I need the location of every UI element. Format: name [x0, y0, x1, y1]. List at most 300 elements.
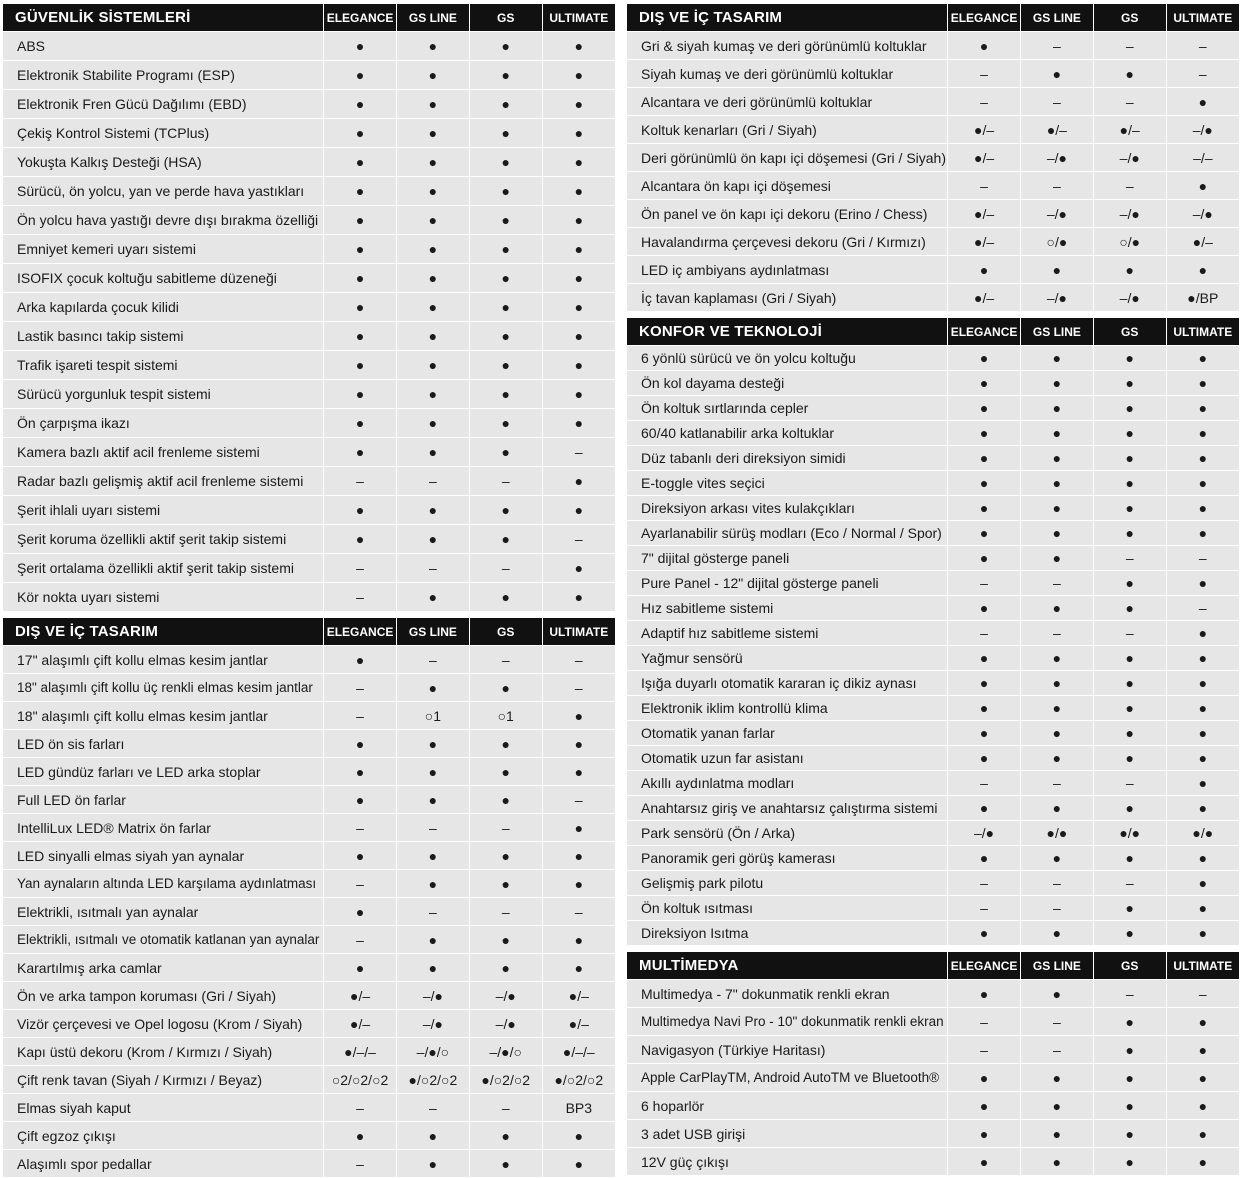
table-row — [627, 1008, 1239, 1036]
table-row — [3, 982, 615, 1010]
feature-name: Ön koltuk ısıtması — [627, 896, 948, 921]
availability-gs: ● — [469, 409, 542, 438]
availability-gs-line: ● — [1020, 256, 1093, 284]
availability-gs: ● — [1093, 1008, 1166, 1036]
availability-gs-line: –/● — [1020, 284, 1093, 312]
availability-ultimate: ● — [1166, 871, 1239, 896]
feature-name: Otomatik uzun far asistanı — [627, 746, 948, 771]
availability-elegance: ● — [948, 596, 1021, 621]
availability-elegance: ● — [948, 846, 1021, 871]
availability-gs: – — [1093, 771, 1166, 796]
availability-gs-line: – — [1020, 88, 1093, 116]
section-title: GÜVENLİK SİSTEMLERİ — [3, 4, 324, 32]
availability-ultimate: ● — [542, 32, 615, 61]
feature-name: Direksiyon arkası vites kulakçıkları — [627, 496, 948, 521]
availability-gs: ● — [1093, 421, 1166, 446]
availability-elegance: ● — [948, 1064, 1021, 1092]
availability-elegance: – — [948, 771, 1021, 796]
availability-elegance: ● — [948, 1092, 1021, 1120]
availability-ultimate: ● — [542, 814, 615, 842]
feature-name: Sürücü yorgunluk tespit sistemi — [3, 380, 324, 409]
feature-name: 6 yönlü sürücü ve ön yolcu koltuğu — [627, 346, 948, 371]
table-row — [3, 786, 615, 814]
availability-gs-line: – — [396, 814, 469, 842]
feature-name: ABS — [3, 32, 324, 61]
table-row — [627, 1120, 1239, 1148]
availability-elegance: ●/– — [948, 228, 1021, 256]
variant-header-ultimate: ULTIMATE — [1166, 318, 1239, 346]
feature-name: 6 hoparlör — [627, 1092, 948, 1120]
variant-header-ultimate: ULTIMATE — [1166, 952, 1239, 980]
availability-gs-line: ● — [1020, 721, 1093, 746]
availability-gs: – — [469, 646, 542, 674]
availability-gs-line: ● — [1020, 521, 1093, 546]
availability-gs-line: ● — [1020, 1148, 1093, 1176]
availability-elegance: – — [948, 60, 1021, 88]
feature-name: Multimedya - 7" dokunmatik renkli ekran — [627, 980, 948, 1008]
feature-name: Yağmur sensörü — [627, 646, 948, 671]
availability-gs-line: ● — [1020, 421, 1093, 446]
availability-gs: ● — [1093, 256, 1166, 284]
section-header-row — [3, 618, 615, 646]
table-row — [627, 896, 1239, 921]
availability-gs: ● — [469, 758, 542, 786]
availability-gs: ● — [469, 870, 542, 898]
availability-ultimate: – — [1166, 596, 1239, 621]
availability-gs: ○1 — [469, 702, 542, 730]
availability-gs-line: ● — [396, 1150, 469, 1178]
availability-ultimate: ● — [542, 119, 615, 148]
table-row — [627, 1148, 1239, 1176]
availability-elegance: ● — [948, 446, 1021, 471]
variant-header-gs-line: GS LINE — [1020, 952, 1093, 980]
availability-gs-line: ●/● — [1020, 821, 1093, 846]
table-row — [3, 177, 615, 206]
feature-name: Pure Panel - 12" dijital gösterge paneli — [627, 571, 948, 596]
availability-gs: ● — [469, 730, 542, 758]
availability-ultimate: ● — [542, 293, 615, 322]
availability-elegance: ● — [324, 119, 397, 148]
availability-ultimate: ● — [542, 148, 615, 177]
feature-name: Panoramik geri görüş kamerası — [627, 846, 948, 871]
feature-name: 60/40 katlanabilir arka koltuklar — [627, 421, 948, 446]
availability-ultimate: ● — [542, 206, 615, 235]
section-title: KONFOR VE TEKNOLOJİ — [627, 318, 948, 346]
availability-gs-line: – — [1020, 871, 1093, 896]
availability-gs: ● — [1093, 1120, 1166, 1148]
availability-gs-line: ● — [396, 409, 469, 438]
spec-table-guvenli-k-si-stemleri — [3, 4, 615, 612]
availability-ultimate: ● — [542, 264, 615, 293]
availability-elegance: ● — [948, 546, 1021, 571]
availability-gs-line: ● — [396, 322, 469, 351]
availability-gs-line: ● — [1020, 921, 1093, 946]
availability-gs: ● — [1093, 1148, 1166, 1176]
availability-gs: ● — [1093, 846, 1166, 871]
availability-gs-line: ● — [1020, 446, 1093, 471]
availability-elegance: ● — [324, 90, 397, 119]
availability-gs: – — [1093, 621, 1166, 646]
feature-name: Elektronik Fren Gücü Dağılımı (EBD) — [3, 90, 324, 119]
availability-gs: ● — [469, 351, 542, 380]
availability-elegance: ● — [948, 471, 1021, 496]
availability-ultimate: ● — [542, 61, 615, 90]
availability-gs-line: ● — [396, 293, 469, 322]
availability-gs: ● — [1093, 796, 1166, 821]
availability-elegance: ○2/○2/○2 — [324, 1066, 397, 1094]
feature-name: LED gündüz farları ve LED arka stoplar — [3, 758, 324, 786]
table-row — [3, 674, 615, 702]
availability-gs: –/● — [1093, 144, 1166, 172]
availability-gs: ● — [469, 496, 542, 525]
availability-ultimate: ● — [1166, 796, 1239, 821]
availability-gs-line: –/● — [396, 1010, 469, 1038]
feature-name: Koltuk kenarları (Gri / Siyah) — [627, 116, 948, 144]
variant-header-elegance: ELEGANCE — [324, 618, 397, 646]
variant-header-gs-line: GS LINE — [396, 618, 469, 646]
table-row — [627, 421, 1239, 446]
availability-gs-line: – — [396, 467, 469, 496]
availability-ultimate: ● — [1166, 471, 1239, 496]
variant-header-gs-line: GS LINE — [1020, 4, 1093, 32]
availability-gs: – — [1093, 32, 1166, 60]
section-header-row — [627, 318, 1239, 346]
availability-elegance: – — [324, 814, 397, 842]
availability-gs-line: – — [1020, 32, 1093, 60]
availability-gs: ● — [469, 148, 542, 177]
availability-gs-line: – — [396, 898, 469, 926]
availability-elegance: – — [324, 1150, 397, 1178]
variant-header-ultimate: ULTIMATE — [542, 4, 615, 32]
availability-elegance: ●/– — [948, 144, 1021, 172]
table-row — [627, 980, 1239, 1008]
availability-ultimate: ● — [1166, 921, 1239, 946]
table-row — [3, 814, 615, 842]
availability-gs-line: ● — [396, 206, 469, 235]
table-row — [3, 206, 615, 235]
feature-name: 17" alaşımlı çift kollu elmas kesim jantlar — [3, 646, 324, 674]
feature-name: Alaşımlı spor pedallar — [3, 1150, 324, 1178]
availability-ultimate: ● — [1166, 1092, 1239, 1120]
availability-ultimate: ● — [542, 467, 615, 496]
availability-ultimate: ● — [1166, 1036, 1239, 1064]
availability-ultimate: BP3 — [542, 1094, 615, 1122]
availability-gs-line: ● — [1020, 1064, 1093, 1092]
availability-gs: ● — [469, 119, 542, 148]
feature-name: Ön ve arka tampon koruması (Gri / Siyah) — [3, 982, 324, 1010]
availability-gs-line: ● — [396, 32, 469, 61]
table-row — [627, 546, 1239, 571]
table-row — [3, 293, 615, 322]
availability-elegance: ● — [948, 1120, 1021, 1148]
availability-elegance: ● — [948, 496, 1021, 521]
table-row — [627, 1064, 1239, 1092]
availability-elegance: ● — [948, 396, 1021, 421]
table-row — [627, 256, 1239, 284]
availability-elegance: ● — [948, 521, 1021, 546]
availability-ultimate: ● — [1166, 1148, 1239, 1176]
availability-ultimate: ● — [542, 351, 615, 380]
availability-ultimate: ● — [1166, 88, 1239, 116]
table-row — [3, 119, 615, 148]
availability-gs: ● — [469, 786, 542, 814]
spec-table-dis-ve-i-c-tasarim — [3, 618, 615, 1178]
table-row — [3, 90, 615, 119]
availability-elegance: ● — [324, 235, 397, 264]
availability-gs-line: –/● — [1020, 200, 1093, 228]
availability-gs-line: ● — [396, 870, 469, 898]
availability-gs-line: ● — [1020, 696, 1093, 721]
availability-elegance: ● — [324, 842, 397, 870]
availability-gs: – — [1093, 88, 1166, 116]
availability-gs-line: ● — [1020, 346, 1093, 371]
availability-gs: –/● — [1093, 284, 1166, 312]
availability-gs-line: – — [1020, 1008, 1093, 1036]
table-row — [3, 409, 615, 438]
availability-ultimate: ● — [542, 842, 615, 870]
availability-elegance: ● — [948, 746, 1021, 771]
availability-elegance: ● — [948, 646, 1021, 671]
availability-gs: ● — [1093, 60, 1166, 88]
availability-ultimate: ● — [542, 583, 615, 612]
section-title: DIŞ VE İÇ TASARIM — [627, 4, 948, 32]
feature-name: Ön koltuk sırtlarında cepler — [627, 396, 948, 421]
availability-elegance: ● — [948, 346, 1021, 371]
availability-gs: ● — [1093, 346, 1166, 371]
right-column — [627, 4, 1239, 1176]
availability-gs: ● — [1093, 746, 1166, 771]
table-row — [627, 846, 1239, 871]
availability-gs-line: ● — [396, 786, 469, 814]
availability-ultimate: ● — [1166, 571, 1239, 596]
availability-gs: ● — [1093, 721, 1166, 746]
availability-gs-line: ● — [396, 380, 469, 409]
availability-ultimate: ● — [542, 90, 615, 119]
feature-name: Düz tabanlı deri direksiyon simidi — [627, 446, 948, 471]
availability-gs-line: –/● — [396, 982, 469, 1010]
availability-gs: ● — [1093, 396, 1166, 421]
table-row — [627, 521, 1239, 546]
availability-gs: ● — [469, 177, 542, 206]
table-row — [3, 148, 615, 177]
availability-gs: ● — [469, 674, 542, 702]
availability-gs: –/● — [469, 1010, 542, 1038]
availability-gs-line: ● — [396, 730, 469, 758]
availability-ultimate: – — [1166, 980, 1239, 1008]
table-row — [3, 525, 615, 554]
availability-gs: ● — [1093, 1092, 1166, 1120]
table-row — [627, 571, 1239, 596]
spec-table-multi-medya — [627, 952, 1239, 1176]
availability-elegance: ●/–/– — [324, 1038, 397, 1066]
feature-name: Yokuşta Kalkış Desteği (HSA) — [3, 148, 324, 177]
variant-header-ultimate: ULTIMATE — [1166, 4, 1239, 32]
availability-ultimate: ● — [1166, 746, 1239, 771]
availability-elegance: ● — [324, 293, 397, 322]
availability-gs-line: ● — [1020, 1120, 1093, 1148]
availability-gs-line: – — [1020, 172, 1093, 200]
availability-gs-line: ● — [396, 496, 469, 525]
availability-elegance: – — [324, 702, 397, 730]
feature-name: Elektrikli, ısıtmalı yan aynalar — [3, 898, 324, 926]
availability-ultimate: ● — [1166, 721, 1239, 746]
feature-name: Havalandırma çerçevesi dekoru (Gri / Kırmızı) — [627, 228, 948, 256]
availability-ultimate: ● — [542, 954, 615, 982]
availability-elegance: ●/– — [948, 116, 1021, 144]
availability-elegance: – — [948, 88, 1021, 116]
availability-gs-line: ● — [396, 235, 469, 264]
availability-elegance: – — [948, 1008, 1021, 1036]
spec-table-konfor-ve-teknoloji — [627, 318, 1239, 946]
variant-header-gs-line: GS LINE — [1020, 318, 1093, 346]
availability-gs: ● — [469, 583, 542, 612]
availability-gs: ●/● — [1093, 821, 1166, 846]
availability-ultimate: ● — [1166, 846, 1239, 871]
availability-ultimate: – — [542, 898, 615, 926]
availability-gs-line: ● — [396, 758, 469, 786]
availability-elegance: ● — [324, 61, 397, 90]
availability-elegance: ●/– — [948, 284, 1021, 312]
feature-name: Elektronik iklim kontrollü klima — [627, 696, 948, 721]
availability-elegance: – — [324, 926, 397, 954]
availability-elegance: ● — [324, 786, 397, 814]
availability-gs: ● — [469, 525, 542, 554]
availability-gs-line: ● — [1020, 796, 1093, 821]
availability-gs: ● — [1093, 896, 1166, 921]
availability-elegance: ● — [324, 646, 397, 674]
table-row — [627, 696, 1239, 721]
availability-gs: ● — [1093, 371, 1166, 396]
feature-name: Sürücü, ön yolcu, yan ve perde hava yastıkları — [3, 177, 324, 206]
availability-ultimate: ● — [542, 1122, 615, 1150]
section-header-row — [3, 4, 615, 32]
availability-gs-line: – — [1020, 621, 1093, 646]
feature-name: Anahtarsız giriş ve anahtarsız çalıştırma sistemi — [627, 796, 948, 821]
variant-header-elegance: ELEGANCE — [948, 952, 1021, 980]
availability-gs-line: ● — [396, 148, 469, 177]
availability-gs: ○/● — [1093, 228, 1166, 256]
feature-name: Işığa duyarlı otomatik kararan iç dikiz aynası — [627, 671, 948, 696]
feature-name: Çift egzoz çıkışı — [3, 1122, 324, 1150]
feature-name: Hız sabitleme sistemi — [627, 596, 948, 621]
table-row — [627, 471, 1239, 496]
feature-name: Çift renk tavan (Siyah / Kırmızı / Beyaz) — [3, 1066, 324, 1094]
variant-header-gs: GS — [469, 618, 542, 646]
table-row — [627, 1036, 1239, 1064]
availability-gs: ● — [1093, 921, 1166, 946]
availability-gs-line: ● — [396, 90, 469, 119]
availability-elegance: ● — [324, 148, 397, 177]
availability-gs: – — [1093, 871, 1166, 896]
availability-elegance: ● — [324, 496, 397, 525]
table-row — [627, 771, 1239, 796]
availability-elegance: ● — [948, 256, 1021, 284]
availability-elegance: ● — [324, 264, 397, 293]
table-row — [3, 32, 615, 61]
availability-gs-line: ● — [396, 926, 469, 954]
variant-header-elegance: ELEGANCE — [948, 318, 1021, 346]
availability-elegance: ● — [948, 796, 1021, 821]
availability-gs-line: ● — [1020, 596, 1093, 621]
availability-gs-line: – — [396, 1094, 469, 1122]
table-row — [627, 871, 1239, 896]
availability-ultimate: ● — [542, 235, 615, 264]
availability-gs-line: ● — [1020, 396, 1093, 421]
availability-ultimate: ● — [542, 177, 615, 206]
table-row — [627, 396, 1239, 421]
availability-gs: ● — [1093, 571, 1166, 596]
availability-gs-line: ○/● — [1020, 228, 1093, 256]
availability-elegance: ● — [948, 671, 1021, 696]
table-row — [627, 921, 1239, 946]
table-row — [627, 821, 1239, 846]
feature-name: IntelliLux LED® Matrix ön farlar — [3, 814, 324, 842]
availability-ultimate: ● — [1166, 771, 1239, 796]
availability-gs: ● — [469, 380, 542, 409]
availability-gs: ● — [1093, 596, 1166, 621]
availability-elegance: – — [948, 871, 1021, 896]
table-row — [627, 446, 1239, 471]
availability-ultimate: – — [542, 786, 615, 814]
feature-name: Ayarlanabilir sürüş modları (Eco / Normal / Spor) — [627, 521, 948, 546]
availability-gs: ● — [469, 206, 542, 235]
table-row — [627, 596, 1239, 621]
feature-name: Otomatik yanan farlar — [627, 721, 948, 746]
availability-ultimate: ● — [542, 554, 615, 583]
availability-elegance: – — [324, 1094, 397, 1122]
availability-gs-line: ● — [1020, 371, 1093, 396]
table-row — [3, 1122, 615, 1150]
feature-name: 3 adet USB girişi — [627, 1120, 948, 1148]
availability-ultimate: – — [542, 525, 615, 554]
availability-gs-line: ● — [1020, 496, 1093, 521]
availability-gs: – — [469, 467, 542, 496]
availability-ultimate: –/● — [1166, 116, 1239, 144]
table-row — [627, 284, 1239, 312]
availability-elegance: – — [324, 554, 397, 583]
availability-gs-line: ● — [1020, 846, 1093, 871]
feature-name: 18" alaşımlı çift kollu üç renkli elmas kesim jantlar — [3, 674, 324, 702]
availability-elegance: – — [948, 621, 1021, 646]
feature-name: Full LED ön farlar — [3, 786, 324, 814]
availability-gs: ● — [1093, 496, 1166, 521]
availability-gs: –/● — [469, 982, 542, 1010]
availability-ultimate: – — [542, 674, 615, 702]
section-title: DIŞ VE İÇ TASARIM — [3, 618, 324, 646]
table-row — [3, 954, 615, 982]
availability-gs-line: ● — [396, 119, 469, 148]
table-row — [3, 554, 615, 583]
availability-elegance: ● — [324, 1122, 397, 1150]
availability-gs: ● — [469, 32, 542, 61]
table-row — [627, 371, 1239, 396]
availability-elegance: – — [324, 674, 397, 702]
table-row — [3, 1038, 615, 1066]
availability-gs: – — [469, 898, 542, 926]
availability-ultimate: – — [542, 438, 615, 467]
availability-elegance: – — [324, 870, 397, 898]
availability-elegance: ●/– — [324, 982, 397, 1010]
table-row — [3, 583, 615, 612]
availability-gs: – — [469, 814, 542, 842]
availability-gs-line: ● — [396, 842, 469, 870]
availability-elegance: – — [948, 1036, 1021, 1064]
availability-ultimate: ● — [1166, 396, 1239, 421]
availability-elegance: ● — [324, 730, 397, 758]
left-column — [3, 4, 615, 1178]
availability-elegance: ●/– — [948, 200, 1021, 228]
availability-gs: – — [1093, 546, 1166, 571]
